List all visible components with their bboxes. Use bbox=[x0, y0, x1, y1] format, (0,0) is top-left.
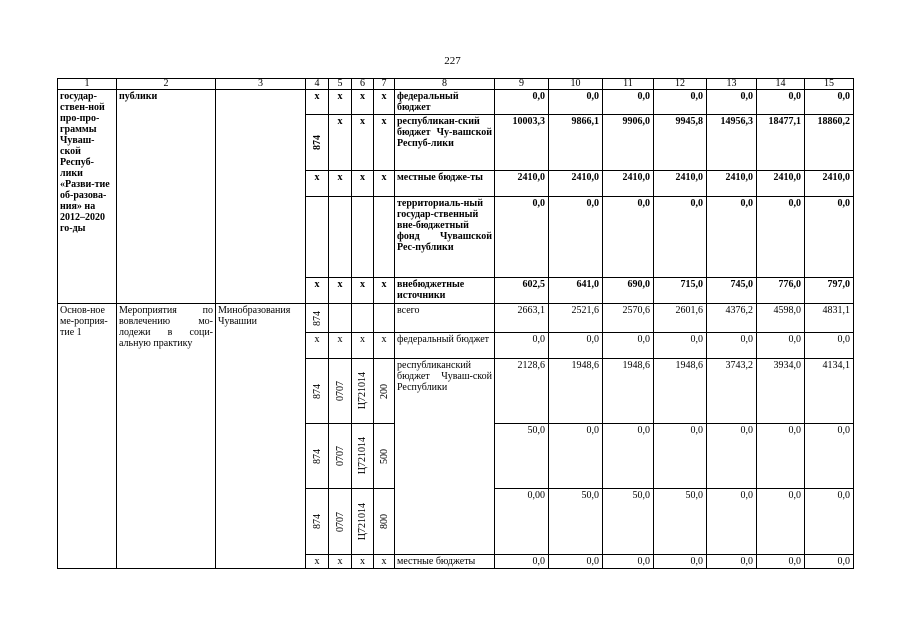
code-cell: Ц721014 bbox=[352, 359, 374, 424]
header-cell: 8 bbox=[395, 79, 495, 90]
code-cell: x bbox=[352, 333, 374, 359]
source-label: местные бюджеты bbox=[395, 555, 495, 569]
value-cell: 3934,0 bbox=[757, 359, 805, 424]
code-cell: x bbox=[374, 278, 395, 304]
source-label: местные бюдже-ты bbox=[395, 171, 495, 197]
value-cell: 2570,6 bbox=[603, 304, 654, 333]
code-cell bbox=[306, 197, 329, 278]
value-cell: 715,0 bbox=[654, 278, 707, 304]
header-cell: 7 bbox=[374, 79, 395, 90]
value-cell: 4598,0 bbox=[757, 304, 805, 333]
value-cell: 50,0 bbox=[654, 489, 707, 555]
code-cell: Ц721014 bbox=[352, 489, 374, 555]
budget-table bbox=[57, 78, 854, 569]
value-cell: 0,0 bbox=[549, 90, 603, 115]
value-cell: 0,0 bbox=[757, 424, 805, 489]
code-cell: x bbox=[352, 171, 374, 197]
value-cell: 0,0 bbox=[707, 90, 757, 115]
value-cell: 10003,3 bbox=[495, 115, 549, 171]
value-cell: 0,0 bbox=[805, 424, 854, 489]
value-cell: 0,0 bbox=[603, 555, 654, 569]
value-cell: 0,0 bbox=[549, 333, 603, 359]
header-cell: 13 bbox=[707, 79, 757, 90]
value-cell: 2521,6 bbox=[549, 304, 603, 333]
value-cell: 2410,0 bbox=[757, 171, 805, 197]
source-label: всего bbox=[395, 304, 495, 333]
value-cell: 0,0 bbox=[549, 197, 603, 278]
page-number: 227 bbox=[444, 55, 461, 67]
program-name: государ-ствен-ной про-про-граммы Чуваш-ской Респуб-лики «Разви-тие об-разова-ния» на 2012–2020 го-ды bbox=[58, 90, 117, 304]
value-cell: 4831,1 bbox=[805, 304, 854, 333]
code-cell: 500 bbox=[374, 424, 395, 489]
value-cell: 1948,6 bbox=[549, 359, 603, 424]
value-cell: 0,0 bbox=[707, 197, 757, 278]
code-cell: x bbox=[352, 115, 374, 171]
code-cell: 0707 bbox=[329, 359, 352, 424]
value-cell: 50,0 bbox=[495, 424, 549, 489]
header-cell: 10 bbox=[549, 79, 603, 90]
value-cell: 0,0 bbox=[805, 333, 854, 359]
value-cell: 0,0 bbox=[603, 197, 654, 278]
value-cell: 776,0 bbox=[757, 278, 805, 304]
value-cell: 2410,0 bbox=[495, 171, 549, 197]
value-cell: 18860,2 bbox=[805, 115, 854, 171]
header-cell: 1 bbox=[58, 79, 117, 90]
code-cell: 874 bbox=[306, 424, 329, 489]
value-cell: 0,0 bbox=[707, 333, 757, 359]
value-cell: 0,0 bbox=[757, 197, 805, 278]
code-cell: x bbox=[329, 278, 352, 304]
code-cell: 874 bbox=[306, 359, 329, 424]
code-cell: Ц721014 bbox=[352, 424, 374, 489]
measure-title: Мероприятия по вовлечению мо-лодежи в соци-альную практику bbox=[117, 304, 216, 569]
value-cell: 3743,2 bbox=[707, 359, 757, 424]
measure-name: Основ-ное ме-роприя-тие 1 bbox=[58, 304, 117, 569]
code-cell: x bbox=[352, 278, 374, 304]
header-cell: 4 bbox=[306, 79, 329, 90]
code-cell: x bbox=[329, 555, 352, 569]
code-cell: x bbox=[329, 90, 352, 115]
value-cell: 4376,2 bbox=[707, 304, 757, 333]
header-cell: 11 bbox=[603, 79, 654, 90]
source-label: республиканский бюджет Чуваш-ской Республики bbox=[395, 359, 495, 555]
value-cell: 0,0 bbox=[805, 197, 854, 278]
code-cell: 0707 bbox=[329, 489, 352, 555]
code-cell bbox=[352, 304, 374, 333]
value-cell: 50,0 bbox=[549, 489, 603, 555]
value-cell: 0,00 bbox=[495, 489, 549, 555]
value-cell: 0,0 bbox=[603, 424, 654, 489]
value-cell: 0,0 bbox=[603, 333, 654, 359]
source-label: федеральный бюджет bbox=[395, 333, 495, 359]
code-cell: x bbox=[374, 115, 395, 171]
source-label: республикан-ский бюджет Чу-вашской Респуб-лики bbox=[395, 115, 495, 171]
value-cell: 0,0 bbox=[495, 197, 549, 278]
code-cell: x bbox=[352, 90, 374, 115]
code-cell: 874 bbox=[306, 304, 329, 333]
value-cell: 0,0 bbox=[654, 333, 707, 359]
value-cell: 0,0 bbox=[603, 90, 654, 115]
value-cell: 641,0 bbox=[549, 278, 603, 304]
code-cell: x bbox=[329, 333, 352, 359]
value-cell: 0,0 bbox=[549, 555, 603, 569]
value-cell: 745,0 bbox=[707, 278, 757, 304]
code-cell: x bbox=[306, 555, 329, 569]
value-cell: 2410,0 bbox=[707, 171, 757, 197]
value-cell: 9866,1 bbox=[549, 115, 603, 171]
value-cell: 0,0 bbox=[805, 489, 854, 555]
value-cell: 2410,0 bbox=[654, 171, 707, 197]
value-cell: 0,0 bbox=[757, 333, 805, 359]
code-cell: x bbox=[374, 90, 395, 115]
code-cell: x bbox=[306, 333, 329, 359]
code-cell: 800 bbox=[374, 489, 395, 555]
value-cell: 1948,6 bbox=[654, 359, 707, 424]
value-cell: 2663,1 bbox=[495, 304, 549, 333]
code-cell: x bbox=[352, 555, 374, 569]
header-cell: 9 bbox=[495, 79, 549, 90]
value-cell: 0,0 bbox=[495, 90, 549, 115]
value-cell: 0,0 bbox=[654, 555, 707, 569]
source-label: внебюджетные источники bbox=[395, 278, 495, 304]
value-cell: 2410,0 bbox=[805, 171, 854, 197]
header-cell: 6 bbox=[352, 79, 374, 90]
code-cell: 200 bbox=[374, 359, 395, 424]
code-cell: x bbox=[374, 555, 395, 569]
table-row bbox=[58, 304, 854, 333]
header-cell: 3 bbox=[216, 79, 306, 90]
value-cell: 9945,8 bbox=[654, 115, 707, 171]
value-cell: 9906,0 bbox=[603, 115, 654, 171]
code-cell: x bbox=[306, 171, 329, 197]
value-cell: 0,0 bbox=[654, 197, 707, 278]
value-cell: 0,0 bbox=[805, 555, 854, 569]
value-cell: 0,0 bbox=[495, 555, 549, 569]
value-cell: 0,0 bbox=[707, 424, 757, 489]
header-cell: 14 bbox=[757, 79, 805, 90]
header-cell: 5 bbox=[329, 79, 352, 90]
value-cell: 0,0 bbox=[757, 489, 805, 555]
code-cell bbox=[329, 197, 352, 278]
header-cell: 15 bbox=[805, 79, 854, 90]
value-cell: 0,0 bbox=[654, 90, 707, 115]
table-row bbox=[58, 90, 854, 115]
code-cell: x bbox=[374, 333, 395, 359]
code-cell: x bbox=[329, 115, 352, 171]
value-cell: 2128,6 bbox=[495, 359, 549, 424]
code-cell: 874 bbox=[306, 489, 329, 555]
code-cell bbox=[352, 197, 374, 278]
code-cell bbox=[374, 197, 395, 278]
value-cell: 602,5 bbox=[495, 278, 549, 304]
value-cell: 2601,6 bbox=[654, 304, 707, 333]
value-cell: 0,0 bbox=[757, 90, 805, 115]
value-cell: 0,0 bbox=[805, 90, 854, 115]
value-cell: 2410,0 bbox=[549, 171, 603, 197]
header-cell: 2 bbox=[117, 79, 216, 90]
responsible-executor: Минобразования Чувашии bbox=[216, 304, 306, 569]
value-cell: 797,0 bbox=[805, 278, 854, 304]
code-cell: x bbox=[329, 171, 352, 197]
responsible-cell bbox=[216, 90, 306, 304]
value-cell: 0,0 bbox=[707, 489, 757, 555]
value-cell: 4134,1 bbox=[805, 359, 854, 424]
value-cell: 14956,3 bbox=[707, 115, 757, 171]
source-label: территориаль-ный государ-ственный вне-бюджетный фонд Чувашской Рес-публики bbox=[395, 197, 495, 278]
code-cell: x bbox=[374, 171, 395, 197]
header-cell: 12 bbox=[654, 79, 707, 90]
value-cell: 0,0 bbox=[757, 555, 805, 569]
value-cell: 2410,0 bbox=[603, 171, 654, 197]
value-cell: 0,0 bbox=[707, 555, 757, 569]
code-cell: x bbox=[306, 90, 329, 115]
value-cell: 0,0 bbox=[495, 333, 549, 359]
code-cell: 0707 bbox=[329, 424, 352, 489]
code-cell bbox=[329, 304, 352, 333]
value-cell: 18477,1 bbox=[757, 115, 805, 171]
value-cell: 0,0 bbox=[654, 424, 707, 489]
value-cell: 1948,6 bbox=[603, 359, 654, 424]
header-row bbox=[58, 79, 854, 90]
value-cell: 0,0 bbox=[549, 424, 603, 489]
program-title-cont: публики bbox=[117, 90, 216, 304]
code-cell: 874 bbox=[306, 115, 329, 171]
value-cell: 50,0 bbox=[603, 489, 654, 555]
source-label: федеральный бюджет bbox=[395, 90, 495, 115]
code-cell: x bbox=[306, 278, 329, 304]
code-cell bbox=[374, 304, 395, 333]
value-cell: 690,0 bbox=[603, 278, 654, 304]
